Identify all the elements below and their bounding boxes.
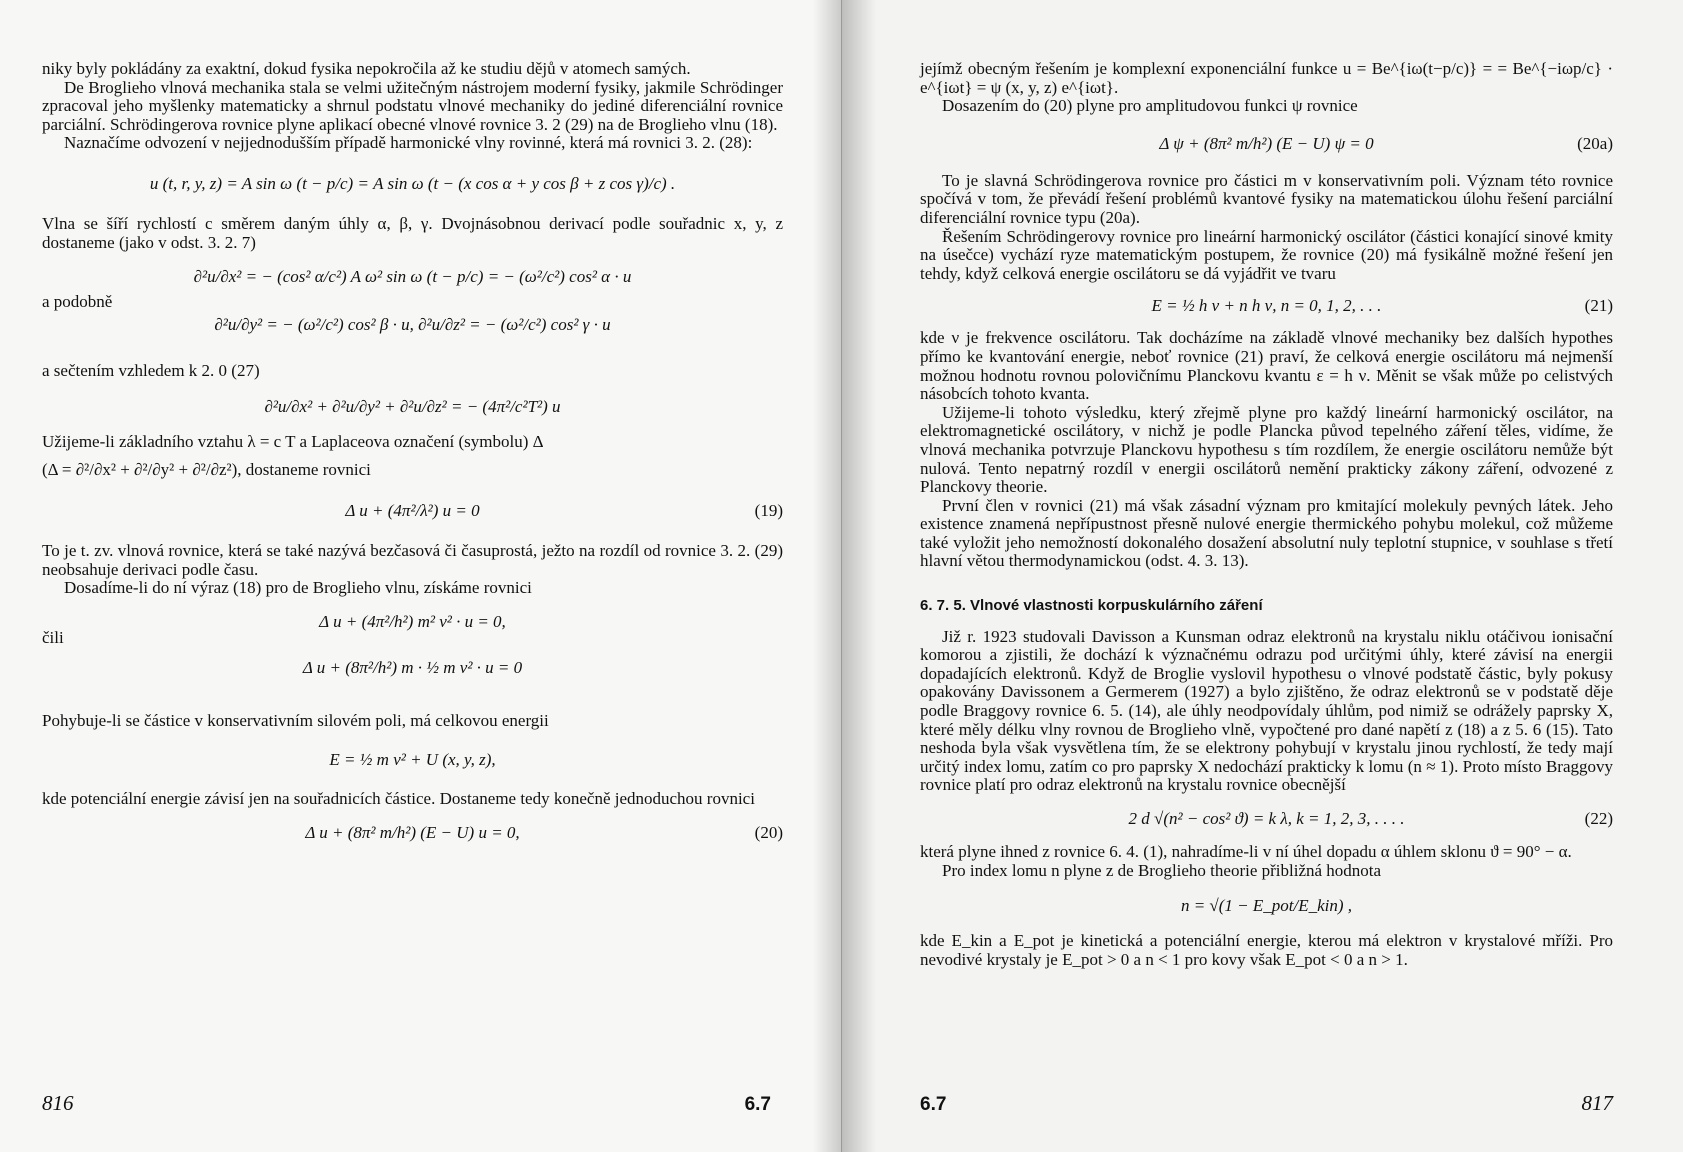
equation-second-derivative-x: [42, 252, 783, 302]
left-page: [0, 0, 841, 1152]
equation-de-broglie-1: [42, 598, 783, 646]
equation-de-broglie-2: [42, 627, 783, 690]
equation-text: Δ u + (4π²/λ²) u = 0: [345, 500, 480, 520]
equation-20: [42, 809, 783, 857]
equation-energy: [42, 730, 783, 790]
paragraph: jejímž obecným řešením je komplexní exponenciální funkce u = Be^{iω(t−p/c)} = = Be^{−iωp/c} · e^{iωt} = ψ (x, y, z) e^{iωt}.: [920, 59, 1613, 97]
equation-text: n = √(1 − E_pot/E_kin) ,: [1180, 896, 1353, 916]
equation-text: ∂²u/∂x² = − (cos² α/c²) A ω² sin ω (t − p/c) = − (ω²/c²) cos² α · u: [193, 267, 632, 287]
equation-text: Δ u + (4π²/h²) m² v² · u = 0,: [319, 611, 506, 631]
equation-second-derivative-yz: [42, 292, 783, 348]
equation-number: (21): [1584, 296, 1613, 316]
equation-laplace-sum: [42, 381, 783, 433]
equation-22: [920, 795, 1613, 843]
paragraph: De Broglieho vlnová mechanika stala se velmi užitečným nástrojem moderní fysiky, jakmile Schrödinger zpracoval jeho myšlenky matematicky a shrnul podstatu vlnové mechaniky do jediné diferenciální rovnice parciální. Schrödingerova rovnice plyne aplikací obecné vlnové rovnice 3. 2 (29) na de Broglieho vlnu (18).: [42, 77, 783, 134]
equation-number: (22): [1584, 809, 1613, 828]
paragraph: Pro index lomu n plyne z de Broglieho theorie přibližná hodnota: [942, 860, 1382, 880]
equation-text: E = ½ h ν + n h ν, n = 0, 1, 2, . . .: [1151, 296, 1382, 316]
section-heading: 6. 7. 5. Vlnové vlastnosti korpuskulárního záření: [920, 597, 1263, 615]
page-number: 816: [42, 1091, 74, 1115]
right-page: [842, 0, 1683, 1152]
paragraph: Užijeme-li základního vztahu λ = c T a Laplaceova označení (symbolu) Δ: [42, 431, 544, 451]
equation-text: ∂²u/∂x² + ∂²u/∂y² + ∂²u/∂z² = − (4π²/c²T²) u: [264, 396, 561, 416]
paragraph: Užijeme-li tohoto výsledku, který zřejmě plyne pro každý lineární harmonický oscilátor, na elektromagnetické oscilátory, v nichž je podle Plancka původ tepelného záření těles, vidíme, že vlnová mechanika potvrzuje Planckovu hypothesu s tím rozdílem, že energie oscilátoru nemůže být nulová. Tento nepatrný rozdíl v energii oscilátorů nemění prakticky zákony záření, odvozené z Planckovy theorie.: [920, 402, 1613, 497]
paragraph: kde potenciální energie závisí jen na souřadnicích částice. Dostaneme tedy konečně jednoduchou rovnici: [42, 789, 755, 809]
paragraph: (Δ = ∂²/∂x² + ∂²/∂y² + ∂²/∂z²), dostaneme rovnici: [42, 460, 371, 480]
label-a-podobne: a podobně: [42, 292, 113, 312]
equation-number: (20): [754, 822, 783, 842]
equation-wave: [42, 153, 783, 215]
equation-21: [920, 283, 1613, 329]
paragraph: Již r. 1923 studovali Davisson a Kunsman odraz elektronů na krystalu niklu otáčivou ionisační komorou a zjistili, že dochází k význačnému odrazu pod určitými úhly, které závisí na energii dopadajících elektronů. Když de Broglie vyslovil hypothesu o vlnové podstatě částic, byly pokusy opakovány Davissonem a Germerem (1927) a bylo zjištěno, že odraz elektronů se v podstatě děje podle Braggovy rovnice 6. 5. (14), ale úhly neodpovídaly úhlům, pod nimiž se odrážely paprsky X, které měly délku vlny rovnou de Broglieho vlně, vypočtené pro dané napětí z (18) a z 5. 6 (15). Tato neshoda byla však vysvětlena tím, že se elektrony pohybují v krystalu jinou rychlostí, že tedy mají určitý index lomu, zatím co pro paprsky X nedochází prakticky k lomu (n ≈ 1). Proto místo Braggovy rovnice platí pro odraz elektronů na krystalu rovnice obecnější: [920, 626, 1613, 795]
equation-number: (20a): [1577, 133, 1613, 153]
equation-20a: [920, 116, 1613, 172]
paragraph: První člen v rovnici (21) má však zásadní význam pro kmitající molekuly pevných látek. Jeho existence znamená nepřípustnost přesně nulové energie thermického pohybu molekul, což můžeme také vyložit jeho nemožností dokonalého dosažení absolutní nuly teplotní stupnice, v souhlase s třetí hlavní větou thermodynamickou (odst. 4. 3. 13).: [920, 495, 1613, 571]
paragraph: Pohybuje-li se částice v konservativním silovém poli, má celkovou energii: [42, 710, 549, 730]
paragraph: To je t. zv. vlnová rovnice, která se také nazývá bezčasová či časuprostá, ježto na rozdíl od rovnice 3. 2. (29) neobsahuje derivaci podle času.: [42, 540, 783, 579]
paragraph: niky byly pokládány za exaktní, dokud fysika nepokročila až ke studiu dějů v atomech samých.: [42, 59, 691, 78]
paragraph: Dosadíme-li do ní výraz (18) pro de Broglieho vlnu, získáme rovnici: [64, 578, 532, 598]
label-cili: čili: [42, 627, 64, 647]
equation-text: Δ u + (8π²/h²) m · ½ m v² · u = 0: [302, 657, 523, 677]
paragraph: Naznačíme odvození v nejjednodušším případě harmonické vlny rovinné, která má rovnici 3. 2. (28):: [64, 133, 753, 153]
paragraph: To je slavná Schrödingerova rovnice pro částici m v konservativním poli. Význam této rovnice spočívá v tom, že převádí řešení problémů kvantové fysiky na matematickou úlohu řešení parciální diferenciální rovnice typu (20a).: [920, 170, 1613, 227]
equation-text: ∂²u/∂y² = − (ω²/c²) cos² β · u, ∂²u/∂z² = − (ω²/c²) cos² γ · u: [214, 315, 611, 335]
paragraph: a sečtením vzhledem k 2. 0 (27): [42, 361, 260, 381]
equation-text: Δ ψ + (8π² m/h²) (E − U) ψ = 0: [1159, 133, 1374, 153]
paragraph: kde ν je frekvence oscilátoru. Tak docházíme na základě vlnové mechaniky bez dalších hypothes přímo ke kvantování energie, neboť rovnice (21) praví, že celková energie oscilátoru má nejmenší možnou hodnotu rovnou polovičnímu Planckovu kvantu ε = h ν. Měnit se však může po celistvých násobcích tohoto kvanta.: [920, 328, 1613, 404]
equation-19: [42, 480, 783, 542]
section-mark: 6.7: [920, 1094, 947, 1115]
equation-text: Δ u + (8π² m/h²) (E − U) u = 0,: [305, 822, 520, 842]
paragraph: Řešením Schrödingerovy rovnice pro lineární harmonický oscilátor (částici konající sinové kmity na úsečce) vychází ryze matematickým postupem, že rovnice (20) má fysikálně možné řešení jen tehdy, když celková energie oscilátoru se dá vyjádřit ve tvaru: [920, 226, 1613, 283]
equation-refraction-index: [920, 880, 1613, 932]
page-number: 817: [1581, 1091, 1613, 1115]
equation-text: E = ½ m v² + U (x, y, z),: [329, 750, 496, 770]
paragraph: která plyne ihned z rovnice 6. 4. (1), nahradíme-li v ní úhel dopadu α úhlem sklonu ϑ = 90° − α.: [920, 842, 1572, 861]
section-mark: 6.7: [744, 1094, 771, 1115]
equation-number: (19): [754, 500, 783, 520]
paragraph: Vlna se šíří rychlostí c směrem daným úhly α, β, γ. Dvojnásobnou derivací podle souřadnic x, y, z dostaneme (jako v odst. 3. 2. 7): [42, 213, 783, 252]
equation-text: 2 d √(n² − cos² ϑ) = k λ, k = 1, 2, 3, . . . .: [1128, 809, 1405, 828]
equation-text: u (t, r, y, z) = A sin ω (t − p/c) = A sin ω (t − (x cos α + y cos β + z cos γ)/c) .: [149, 173, 676, 193]
paragraph: kde E_kin a E_pot je kinetická a potenciální energie, kterou má elektron v krystalové mříži. Pro nevodivé krystaly je E_pot > 0 a n < 1 pro kovy však E_pot < 0 a n > 1.: [920, 931, 1613, 969]
paragraph: Dosazením do (20) plyne pro amplitudovou funkci ψ rovnice: [942, 96, 1358, 116]
